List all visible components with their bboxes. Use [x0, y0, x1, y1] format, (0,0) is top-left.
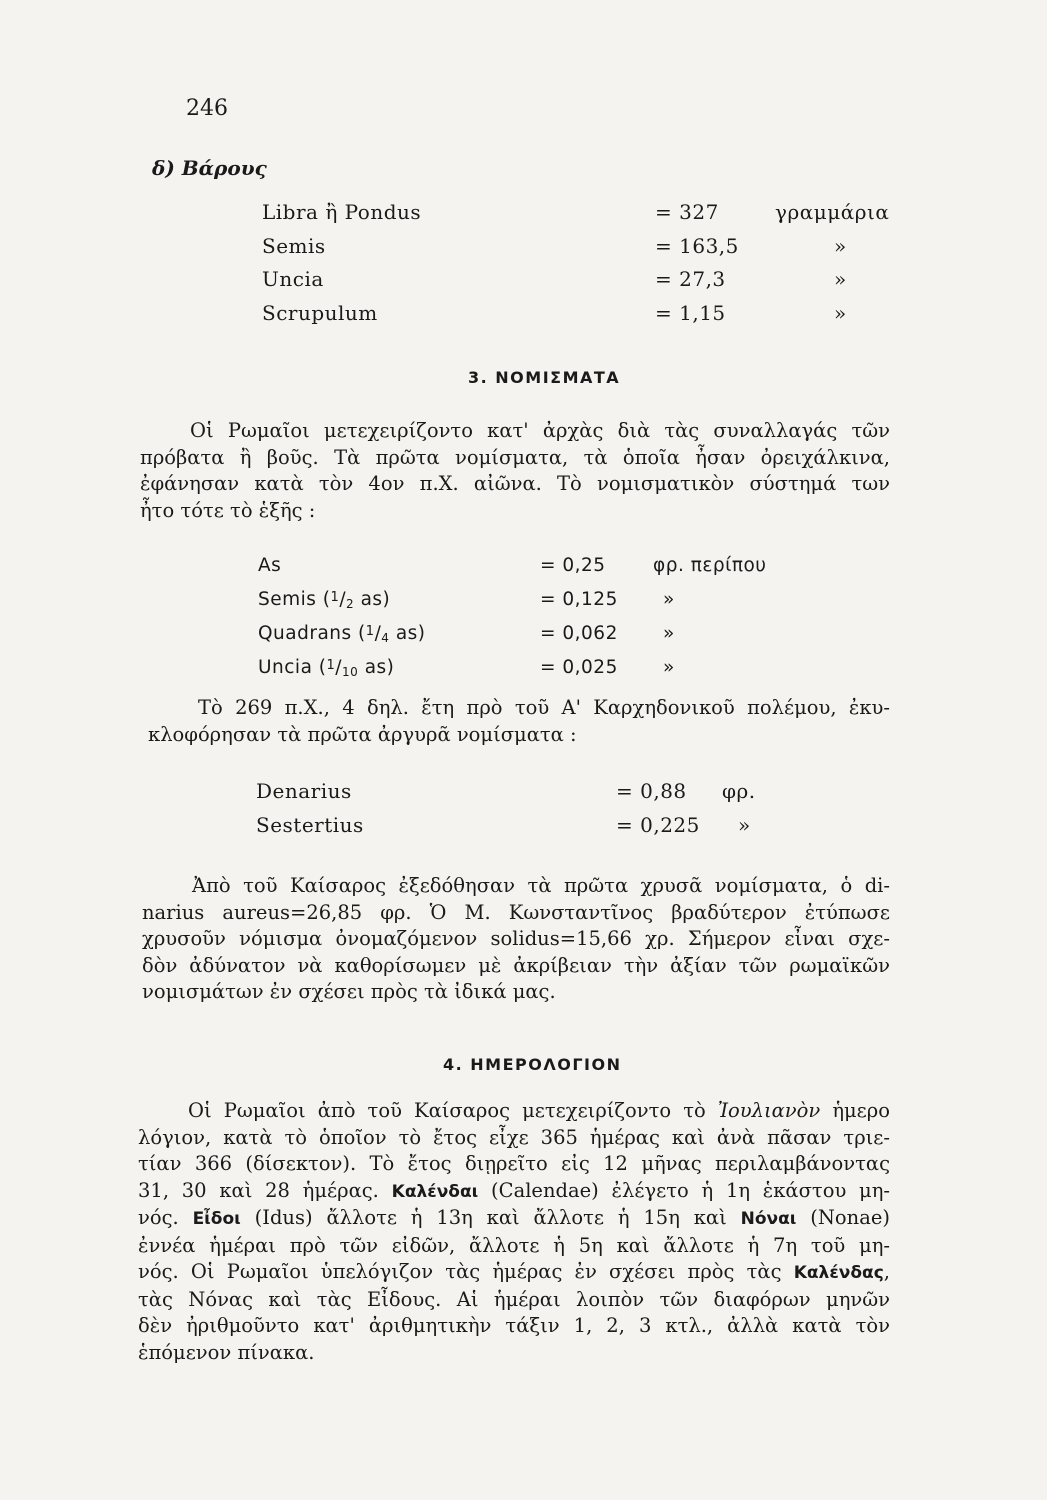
term-kalendas: Καλένδας — [793, 1263, 884, 1283]
coin-name: Uncia ( — [258, 657, 327, 678]
text-line: χρυσοῦν νόμισμα ὀνομαζόμενον solidus=15,66 χρ. Σήμερον εἶναι σχε- — [142, 927, 890, 950]
coin-name-group: Quadrans ($^1$/4 as) — [258, 623, 426, 645]
fraction-numerator: 1 — [326, 658, 336, 673]
coin-name: As — [258, 555, 282, 576]
coin-value: = 0,125 — [540, 589, 618, 610]
coin-value: = 0,25 — [540, 555, 606, 576]
unit-name: Uncia — [262, 267, 324, 291]
text-line: 31, 30 καὶ 28 ἡμέρας. Καλένδαι (Calendae) ἐλέγετο ἡ 1η ἑκάστου μη- — [138, 1178, 890, 1202]
unit-measure: » — [834, 301, 847, 325]
text-line: ἐννέα ἡμέραι πρὸ τῶν εἰδῶν, ἄλλοτε ἡ 5η καὶ ἄλλοτε ἡ 7η τοῦ μη- — [138, 1233, 890, 1257]
weight-subheading: δ) Βάρους — [152, 156, 267, 180]
unit-name: Scrupulum — [262, 301, 378, 325]
term-nonai: Νόναι — [740, 1209, 797, 1229]
fraction-denominator: 2 — [346, 597, 355, 611]
unit-name: Semis — [262, 234, 326, 258]
gold-coins-paragraph — [142, 873, 890, 1006]
coin-name: Sestertius — [256, 813, 364, 837]
coin-unit: » — [663, 589, 675, 610]
unit-name: Libra ἢ Pondus — [262, 200, 422, 224]
section-heading-calendar: 4. ΗΜΕΡΟΛΟΓΙΟΝ — [443, 1055, 622, 1074]
fraction-numerator: 1 — [365, 624, 375, 639]
coin-value: = 0,88 — [616, 779, 687, 803]
text-line: κλοφόρησαν τὰ πρῶτα ἀργυρᾶ νομίσματα : — [148, 722, 577, 746]
fraction-denominator: 10 — [342, 665, 359, 679]
coins-intro-paragraph — [140, 418, 890, 524]
coin-name: Denarius — [256, 779, 352, 803]
coin-name-group: Semis ($^1$/2 as) — [258, 589, 391, 611]
text-line: νός. Οἱ Ρωμαῖοι ὑπελόγιζον τὰς ἡμέρας ἐν σχέσει πρὸς τὰς Καλένδας, — [138, 1260, 890, 1283]
coin-value: = 0,025 — [540, 657, 618, 678]
text-line: δὲν ἠριθμοῦντο κατ' ἀριθμητικὴν τάξιν 1, 2, 3 κτλ., ἀλλὰ κατὰ τὸν — [138, 1314, 890, 1337]
fraction-denominator: 4 — [381, 631, 390, 645]
coin-unit: φρ. — [722, 779, 756, 803]
text-line: ἦτο τότε τὸ ἑξῆς : — [140, 498, 316, 522]
text-line: δὸν ἀδύνατον νὰ καθορίσωμεν μὲ ἀκρίβειαν τὴν ἀξίαν τῶν ρωμαϊκῶν — [142, 953, 890, 977]
text-line: Οἱ Ρωμαῖοι μετεχειρίζοντο κατ' ἀρχὰς διὰ τὰς συναλλαγάς τῶν — [190, 419, 890, 442]
unit-value: = 327 — [655, 200, 719, 224]
coin-unit: » — [738, 813, 751, 837]
text-line: τὰς Νόνας καὶ τὰς Εἶδους. Αἱ ἡμέραι λοιπὸν τῶν διαφόρων μηνῶν — [138, 1287, 890, 1311]
coin-suffix: as) — [389, 623, 426, 644]
text-line: Τὸ 269 π.Χ., 4 δηλ. ἔτη πρὸ τοῦ Α' Καρχηδονικοῦ πολέμου, ἐκυ- — [198, 696, 890, 719]
coin-value: = 0,062 — [540, 623, 618, 644]
unit-measure: » — [834, 267, 847, 291]
coin-name-group: Uncia ($^1$/10 as) — [258, 657, 395, 679]
text-line: νός. Εἶδοι (Idus) ἄλλοτε ἡ 13η καὶ ἄλλοτε ἡ 15η καὶ Νόναι (Nonae) — [138, 1206, 890, 1229]
unit-measure: γραμμάρια — [775, 200, 890, 224]
term-eidoi: Εἶδοι — [192, 1209, 241, 1229]
coin-name: Quadrans ( — [258, 623, 366, 644]
text-line: νομισμάτων ἐν σχέσει πρὸς τὰ ἰδικά μας. — [142, 980, 556, 1003]
fraction-numerator: 1 — [330, 590, 340, 605]
text-line: Ἀπὸ τοῦ Καίσαρος ἐξεδόθησαν τὰ πρῶτα χρυσᾶ νομίσματα, ὁ di- — [192, 874, 890, 897]
text-line: narius aureus=26,85 φρ. Ὁ Μ. Κωνσταντῖνος βραδύτερον ἐτύπωσε — [142, 900, 890, 924]
section-heading-coins: 3. ΝΟΜΙΣΜΑΤΑ — [468, 368, 621, 387]
text-line: τίαν 366 (δίσεκτον). Τὸ ἔτος διῃρεῖτο εἰς 12 μῆνας περιλαμβάνοντας — [138, 1152, 890, 1175]
text-line: πρόβατα ἢ βοῦς. Τὰ πρῶτα νομίσματα, τὰ ὁποῖα ἦσαν ὀρειχάλκινα, — [140, 445, 890, 469]
coin-value: = 0,225 — [616, 813, 700, 837]
text-line: ἑπόμενον πίνακα. — [138, 1340, 315, 1364]
unit-value: = 1,15 — [655, 301, 726, 325]
text-line: λόγιον, κατὰ τὸ ὁποῖον τὸ ἔτος εἶχε 365 ἡμέρας καὶ ἀνὰ πᾶσαν τριε- — [138, 1125, 890, 1149]
unit-value: = 163,5 — [655, 234, 739, 258]
unit-measure: » — [834, 234, 847, 258]
unit-value: = 27,3 — [655, 267, 726, 291]
coin-unit: φρ. περίπου — [653, 555, 767, 576]
term-kalendai: Καλένδαι — [391, 1181, 479, 1202]
text-line: ἐφάνησαν κατὰ τὸν 4ον π.Χ. αἰῶνα. Τὸ νομισματικὸν σύστημά των — [140, 472, 890, 495]
coin-unit: » — [663, 623, 675, 644]
silver-intro-paragraph — [148, 695, 890, 748]
text-line: Οἱ Ρωμαῖοι ἀπὸ τοῦ Καίσαρος μετεχειρίζοντο τὸ Ἰουλιανὸν ἡμερο — [188, 1099, 890, 1122]
emphasis-julian: Ἰουλιανὸν — [717, 1099, 821, 1122]
page-number: 246 — [186, 96, 228, 121]
calendar-paragraph — [138, 1098, 890, 1366]
coin-suffix: as) — [358, 657, 395, 678]
coin-name: Semis ( — [258, 589, 331, 610]
coin-unit: » — [663, 657, 675, 678]
coin-suffix: as) — [354, 589, 391, 610]
